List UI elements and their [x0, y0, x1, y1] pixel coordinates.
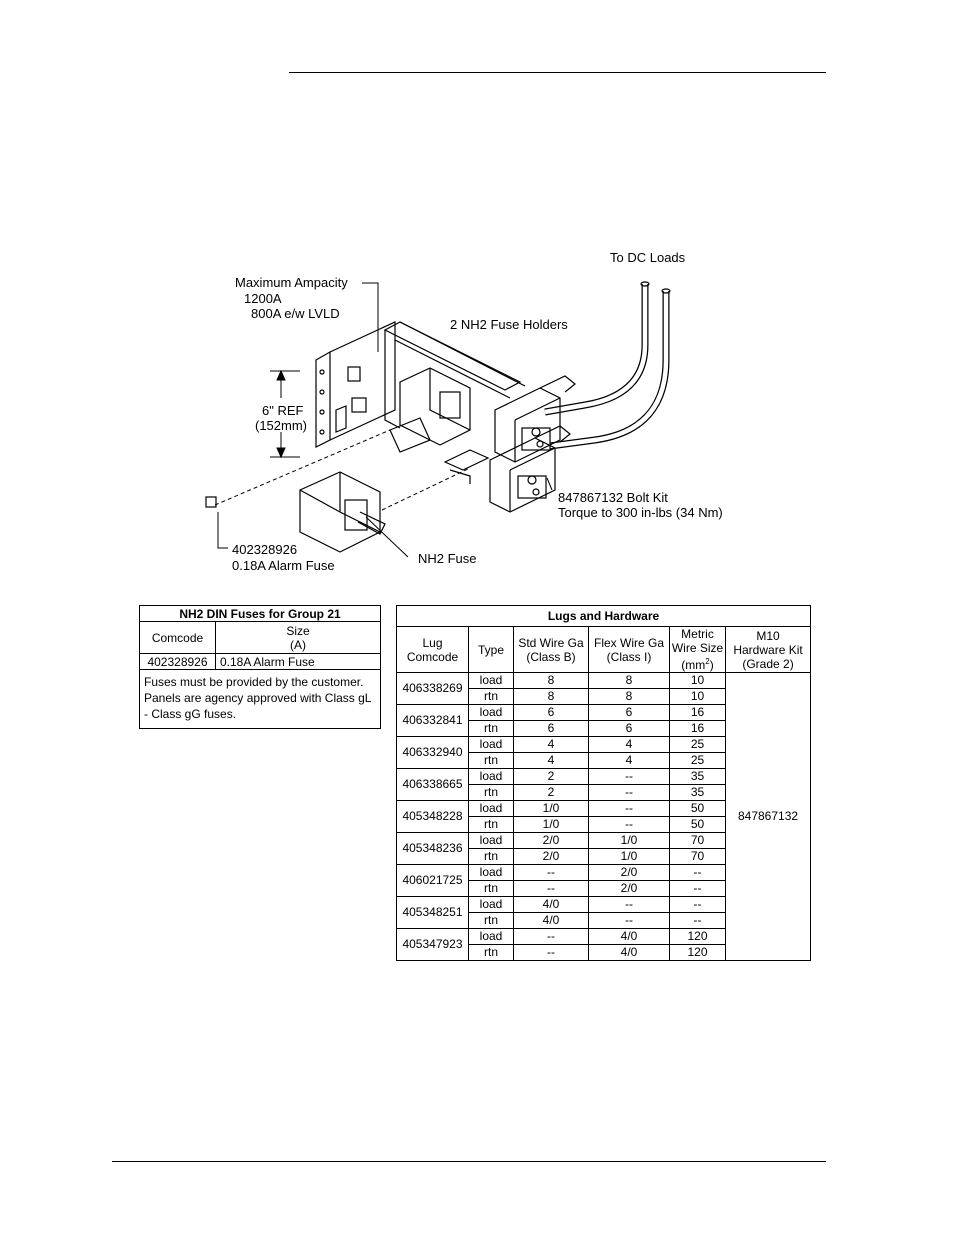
- lug-metric: 70: [670, 849, 726, 865]
- lug-type: load: [469, 673, 514, 689]
- dc-cable: [545, 284, 645, 412]
- lug-type: rtn: [469, 785, 514, 801]
- label-to-dc-loads: To DC Loads: [610, 250, 686, 265]
- lug-metric: --: [670, 865, 726, 881]
- lug-std: 6: [514, 721, 589, 737]
- lug-flex: --: [589, 817, 670, 833]
- lug-type: rtn: [469, 817, 514, 833]
- lug-metric: --: [670, 897, 726, 913]
- label-alarm-fuse-comcode: 402328926: [232, 542, 298, 557]
- lug-comcode: 405347923: [397, 929, 469, 961]
- lug-std: 2: [514, 769, 589, 785]
- lug-type: load: [469, 801, 514, 817]
- lug-table-title: Lugs and Hardware: [397, 606, 811, 627]
- lug-flex: 4/0: [589, 945, 670, 961]
- lug-comcode: 406338665: [397, 769, 469, 801]
- lug-flex: 4: [589, 753, 670, 769]
- fuse-table-title: NH2 DIN Fuses for Group 21: [140, 606, 381, 622]
- lug-type: load: [469, 897, 514, 913]
- lug-type: rtn: [469, 945, 514, 961]
- lug-flex: --: [589, 913, 670, 929]
- lug-type: load: [469, 929, 514, 945]
- lug-std: 2/0: [514, 833, 589, 849]
- label-torque: Torque to 300 in-lbs (34 Nm): [558, 505, 723, 520]
- lug-std: 2: [514, 785, 589, 801]
- lug-col-std-wire: Std Wire Ga (Class B): [514, 627, 589, 673]
- lug-metric: 16: [670, 721, 726, 737]
- lug-type: load: [469, 833, 514, 849]
- lug-metric: 35: [670, 785, 726, 801]
- lug-metric: 120: [670, 945, 726, 961]
- lug-metric: --: [670, 881, 726, 897]
- lug-flex: 6: [589, 721, 670, 737]
- lug-col-hardware-kit: M10 Hardware Kit (Grade 2): [726, 627, 811, 673]
- label-max-ampacity: Maximum Ampacity: [235, 275, 348, 290]
- lug-flex: 4/0: [589, 929, 670, 945]
- lug-std: 4/0: [514, 897, 589, 913]
- lug-metric: 25: [670, 737, 726, 753]
- lug-comcode: 406021725: [397, 865, 469, 897]
- lug-flex: --: [589, 785, 670, 801]
- fuse-comcode: 402328926: [140, 654, 216, 670]
- lug-flex: --: [589, 801, 670, 817]
- lug-metric: --: [670, 913, 726, 929]
- lug-std: 8: [514, 689, 589, 705]
- lug-std: 1/0: [514, 801, 589, 817]
- label-ref-in: 6" REF: [262, 403, 304, 418]
- label-bolt-kit: 847867132 Bolt Kit: [558, 490, 668, 505]
- lug-metric: 70: [670, 833, 726, 849]
- alarm-fuse: [206, 497, 216, 507]
- lug-type: load: [469, 705, 514, 721]
- lug-comcode: 405348228: [397, 801, 469, 833]
- lug-std: --: [514, 929, 589, 945]
- fuse-col-comcode: Comcode: [140, 622, 216, 654]
- label-nh2-fuse: NH2 Fuse: [418, 551, 477, 566]
- lug-type: rtn: [469, 753, 514, 769]
- label-ref-mm: (152mm): [255, 418, 308, 433]
- lug-std: --: [514, 945, 589, 961]
- lug-comcode: 406338269: [397, 673, 469, 705]
- lug-col-flex-wire: Flex Wire Ga (Class I): [589, 627, 670, 673]
- lug-std: --: [514, 881, 589, 897]
- lug-table-body: [397, 673, 811, 961]
- lug-col-metric: Metric Wire Size $(mm^2)$: [670, 627, 726, 673]
- mounting-plate: [316, 352, 330, 447]
- lug-type: rtn: [469, 721, 514, 737]
- lug-metric: 16: [670, 705, 726, 721]
- lug-col-type: Type: [469, 627, 514, 673]
- lug-flex: 1/0: [589, 833, 670, 849]
- table-row: [397, 673, 811, 689]
- lug-std: 2/0: [514, 849, 589, 865]
- lug-metric: 50: [670, 817, 726, 833]
- lug-metric: 10: [670, 673, 726, 689]
- footer-rule: [112, 1161, 826, 1162]
- lug-flex: 2/0: [589, 865, 670, 881]
- lug-hardware-kit: 847867132: [726, 673, 811, 961]
- lug-comcode: 406332940: [397, 737, 469, 769]
- label-fuse-holders: 2 NH2 Fuse Holders: [450, 317, 568, 332]
- lug-std: 8: [514, 673, 589, 689]
- lug-metric: 35: [670, 769, 726, 785]
- label-max-ampacity-1200: 1200A: [244, 291, 282, 306]
- lug-comcode: 405348236: [397, 833, 469, 865]
- lug-flex: 8: [589, 673, 670, 689]
- lug-metric: 50: [670, 801, 726, 817]
- lug-type: load: [469, 737, 514, 753]
- label-max-ampacity-800: 800A e/w LVLD: [251, 306, 340, 321]
- lug-std: 4: [514, 737, 589, 753]
- lug-type: rtn: [469, 881, 514, 897]
- lug-col-comcode: Lug Comcode: [397, 627, 469, 673]
- fuse-col-size: Size (A): [216, 622, 381, 654]
- lug-std: 4/0: [514, 913, 589, 929]
- lug-flex: 4: [589, 737, 670, 753]
- lug-type: rtn: [469, 689, 514, 705]
- dc-cable: [550, 291, 666, 446]
- lug-std: 1/0: [514, 817, 589, 833]
- lug-type: rtn: [469, 913, 514, 929]
- lug-metric: 120: [670, 929, 726, 945]
- fuse-size: 0.18A Alarm Fuse: [216, 654, 381, 670]
- lug-std: 4: [514, 753, 589, 769]
- nh2-fuse-table: [139, 605, 381, 729]
- lug-metric: 10: [670, 689, 726, 705]
- lug-metric: 25: [670, 753, 726, 769]
- fuse-panel-illustration: [0, 0, 954, 600]
- lug-type: load: [469, 769, 514, 785]
- lug-comcode: 405348251: [397, 897, 469, 929]
- lug-type: load: [469, 865, 514, 881]
- lugs-hardware-table: [396, 605, 811, 961]
- lug-comcode: 406332841: [397, 705, 469, 737]
- lug-flex: --: [589, 769, 670, 785]
- lug-flex: 1/0: [589, 849, 670, 865]
- lug-flex: --: [589, 897, 670, 913]
- lug-flex: 6: [589, 705, 670, 721]
- lug-flex: 2/0: [589, 881, 670, 897]
- lug-std: --: [514, 865, 589, 881]
- lug-flex: 8: [589, 689, 670, 705]
- fuse-table-note: Fuses must be provided by the customer. Panels are agency approved with Class gL - Class gG fuses.: [140, 670, 381, 729]
- lug-type: rtn: [469, 849, 514, 865]
- lug-std: 6: [514, 705, 589, 721]
- label-alarm-fuse: 0.18A Alarm Fuse: [232, 558, 335, 573]
